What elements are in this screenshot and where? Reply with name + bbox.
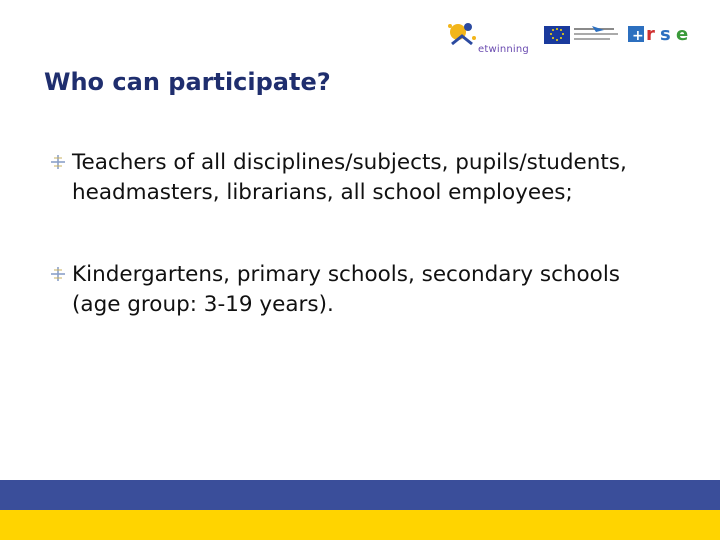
eu-flag-icon (544, 24, 620, 54)
hrse-mark-icon (626, 20, 708, 46)
hrse-logo (626, 20, 708, 58)
svg-text:e: e (676, 24, 689, 45)
eu-flag-logo (544, 24, 620, 54)
etwinning-logo (444, 18, 536, 58)
svg-text:+: + (632, 28, 644, 44)
bullet-list (48, 148, 648, 320)
bullet-item (48, 260, 648, 320)
crosshair-bullet-icon (50, 154, 66, 170)
bullet-item (48, 148, 648, 208)
bullet-text: Kindergartens, primary schools, secondary schools (age group: 3-19 years). (72, 262, 621, 317)
footer-blue-band (0, 480, 720, 510)
crosshair-bullet-icon (50, 266, 66, 282)
footer-yellow-band (0, 510, 720, 540)
bullet-text: Teachers of all disciplines/subjects, pupils/students, headmasters, librarians, all school employees; (72, 150, 627, 205)
etwinning-wordmark: etwinning (478, 44, 529, 55)
slide-title: Who can participate? (44, 68, 331, 96)
header-logos (440, 16, 710, 60)
svg-text:s: s (660, 24, 671, 45)
svg-text:r: r (646, 24, 655, 45)
